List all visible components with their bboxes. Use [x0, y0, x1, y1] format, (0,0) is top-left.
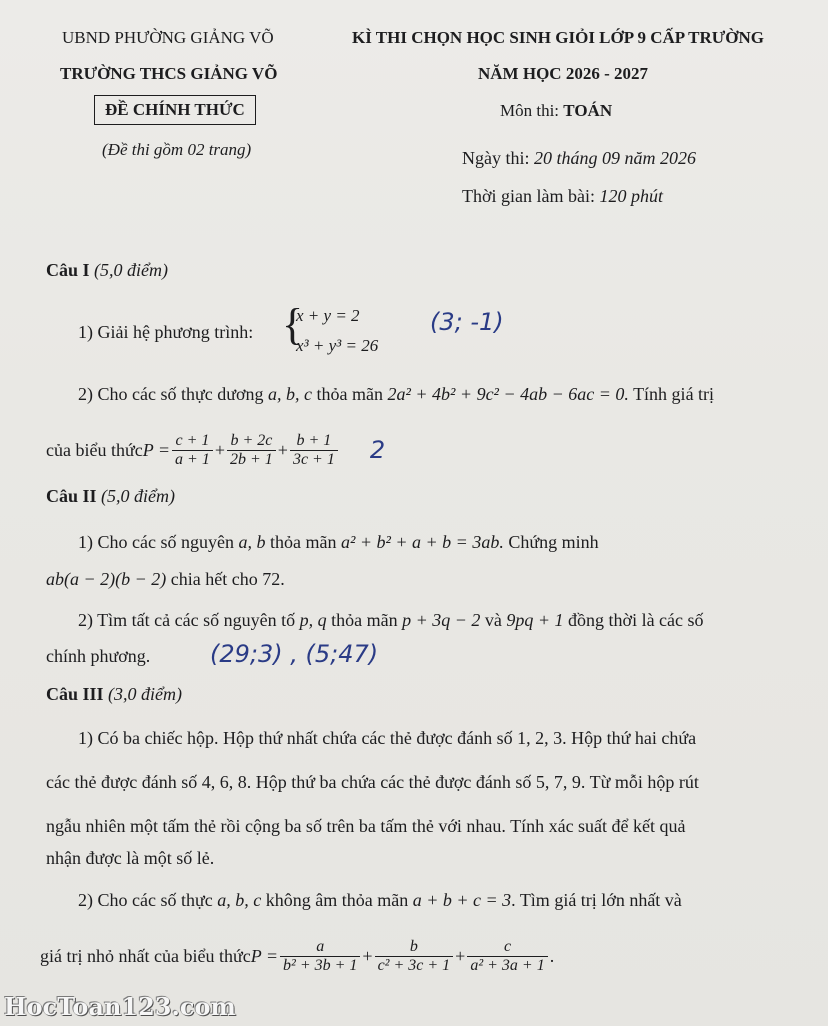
text: 2) Tìm tất cả các số nguyên tố — [78, 610, 300, 630]
fraction-2 — [227, 432, 276, 469]
math-expr: ab(a − 2)(b − 2) — [46, 569, 167, 589]
q2-part1-line1 — [78, 532, 599, 553]
math-P: P = — [250, 945, 279, 966]
text: thỏa mãn — [265, 532, 341, 552]
math-P: P = — [142, 439, 171, 460]
q2-part1-line2 — [46, 569, 285, 590]
text: Chứng minh — [503, 532, 599, 552]
q3-part1-line4: nhận được là một số lẻ. — [46, 848, 215, 868]
system-eq1: x + y = 2 — [296, 306, 360, 325]
math-condition: 2a² + 4b² + 9c² − 4ab − 6ac = 0. — [387, 384, 629, 404]
q1-part2-line2: của biểu thức P = $\frac{c + 1}{a + 1}$ + $\frac{b + 2c}{2b + 1}$ + $\frac{b + 1}{3c + 1}$ 2 — [46, 431, 386, 468]
exam-date-line — [462, 148, 696, 169]
subject-value: TOÁN — [563, 101, 613, 120]
system-eq2: x³ + y³ = 26 — [296, 336, 379, 355]
question-3-heading — [46, 684, 182, 705]
fraction-g2 — [375, 938, 454, 975]
q3-part1-line2: các thẻ được đánh số 4, 6, 8. Hộp thứ ba chứa các thẻ được đánh số 5, 7, 9. Từ mỗi hộp rút — [46, 772, 699, 792]
q2-part2-line2: chính phương. — [46, 646, 151, 666]
date-label: Ngày thi: — [462, 148, 534, 168]
pages-note: (Đề thi gồm 02 trang) — [102, 140, 252, 159]
text: và — [480, 610, 507, 630]
official-exam-badge: ĐỀ CHÍNH THỨC — [94, 95, 256, 125]
time-value: 120 phút — [599, 186, 664, 206]
subject-label: Môn thi: — [500, 101, 564, 120]
exam-time-line — [462, 186, 663, 207]
q2-part2-line1 — [78, 610, 704, 631]
numerator: b — [409, 937, 418, 955]
q1-part2-line1 — [78, 384, 714, 405]
math-condition: a² + b² + a + b = 3ab. — [340, 532, 504, 552]
math-condition: a + b + c = 3 — [412, 890, 512, 910]
math-expr: p + 3q − 2 — [402, 610, 481, 630]
question-2-heading — [46, 486, 175, 507]
handwritten-answer-2: 2 — [369, 436, 386, 464]
q3-part1-line3: ngẫu nhiên một tấm thẻ rồi cộng ba số trên ba tấm thẻ với nhau. Tính xác suất để kết quả — [46, 816, 686, 836]
handwritten-answer-3: (29;3) , (5;47) — [210, 640, 379, 668]
text: Tính giá trị — [628, 384, 715, 404]
question-title: Câu III — [46, 684, 104, 704]
text: thỏa mãn — [326, 610, 403, 630]
fraction-g1 — [280, 938, 360, 975]
numerator: c + 1 — [175, 431, 210, 449]
question-points: (5,0 điểm) — [101, 486, 176, 506]
question-points: (3,0 điểm) — [108, 684, 183, 704]
system-brace: { — [282, 300, 304, 349]
text: 2) Cho các số thực — [78, 890, 218, 910]
numerator: a — [316, 937, 325, 955]
math-vars: p, q — [299, 610, 327, 630]
numerator: b + 1 — [296, 431, 332, 449]
question-title: Câu II — [46, 486, 97, 506]
math-expr: 9pq + 1 — [506, 610, 564, 630]
math-vars: a, b — [238, 532, 266, 552]
question-title: Câu I — [46, 260, 90, 280]
fraction-1 — [172, 432, 213, 469]
time-label: Thời gian làm bài: — [462, 186, 600, 206]
fraction-3 — [290, 432, 338, 469]
text: của biểu thức — [46, 439, 143, 460]
denominator: a + 1 — [172, 450, 213, 469]
denominator: b² + 3b + 1 — [280, 956, 360, 975]
text: đồng thời là các số — [563, 610, 704, 630]
q3-part2-line2: giá trị nhỏ nhất của biểu thức P = $\frac{a}{\text{b² + 3b + 1}}$ + $\frac{b}{\text{c² + 3c + 1}}$ + $\frac{c}{\text{a² + 3a + 1}}$ . — [40, 937, 555, 974]
question-points: (5,0 điểm) — [94, 260, 168, 280]
fraction-g3 — [467, 938, 547, 975]
text: thỏa mãn — [312, 384, 388, 404]
text: 1) Cho các số nguyên — [78, 532, 239, 552]
text: giá trị nhỏ nhất của biểu thức — [40, 945, 251, 966]
text: . Tìm giá trị lớn nhất và — [511, 890, 682, 910]
text: 2) Cho các số thực dương — [78, 384, 268, 404]
date-value: 20 tháng 09 năm 2026 — [534, 148, 696, 168]
text: không âm thỏa mãn — [261, 890, 413, 910]
denominator: a² + 3a + 1 — [467, 956, 547, 975]
watermark-logo: HocToan123.com — [4, 992, 236, 1021]
subject-line — [500, 101, 612, 121]
denominator: 3c + 1 — [290, 450, 338, 469]
q1-part1-text: 1) Giải hệ phương trình: — [78, 322, 254, 342]
denominator: c² + 3c + 1 — [375, 956, 454, 975]
denominator: 2b + 1 — [227, 450, 276, 469]
math-vars: a, b, c — [217, 890, 262, 910]
exam-title: KÌ THI CHỌN HỌC SINH GIỎI LỚP 9 CẤP TRƯỜNG — [352, 28, 765, 47]
school-name: TRƯỜNG THCS GIẢNG VÕ — [60, 64, 278, 83]
q3-part2-line1 — [78, 890, 682, 911]
school-year: NĂM HỌC 2026 - 2027 — [478, 64, 648, 83]
q3-part1-line1: 1) Có ba chiếc hộp. Hộp thứ nhất chứa các thẻ được đánh số 1, 2, 3. Hộp thứ hai chứa — [78, 728, 697, 748]
numerator: c — [503, 937, 512, 955]
question-1-heading — [46, 260, 168, 281]
department-name: UBND PHƯỜNG GIẢNG VÕ — [62, 28, 274, 47]
handwritten-answer-1: (3; -1) — [430, 308, 504, 336]
math-vars: a, b, c — [268, 384, 312, 404]
text: chia hết cho 72. — [166, 569, 285, 589]
numerator: b + 2c — [230, 431, 273, 449]
